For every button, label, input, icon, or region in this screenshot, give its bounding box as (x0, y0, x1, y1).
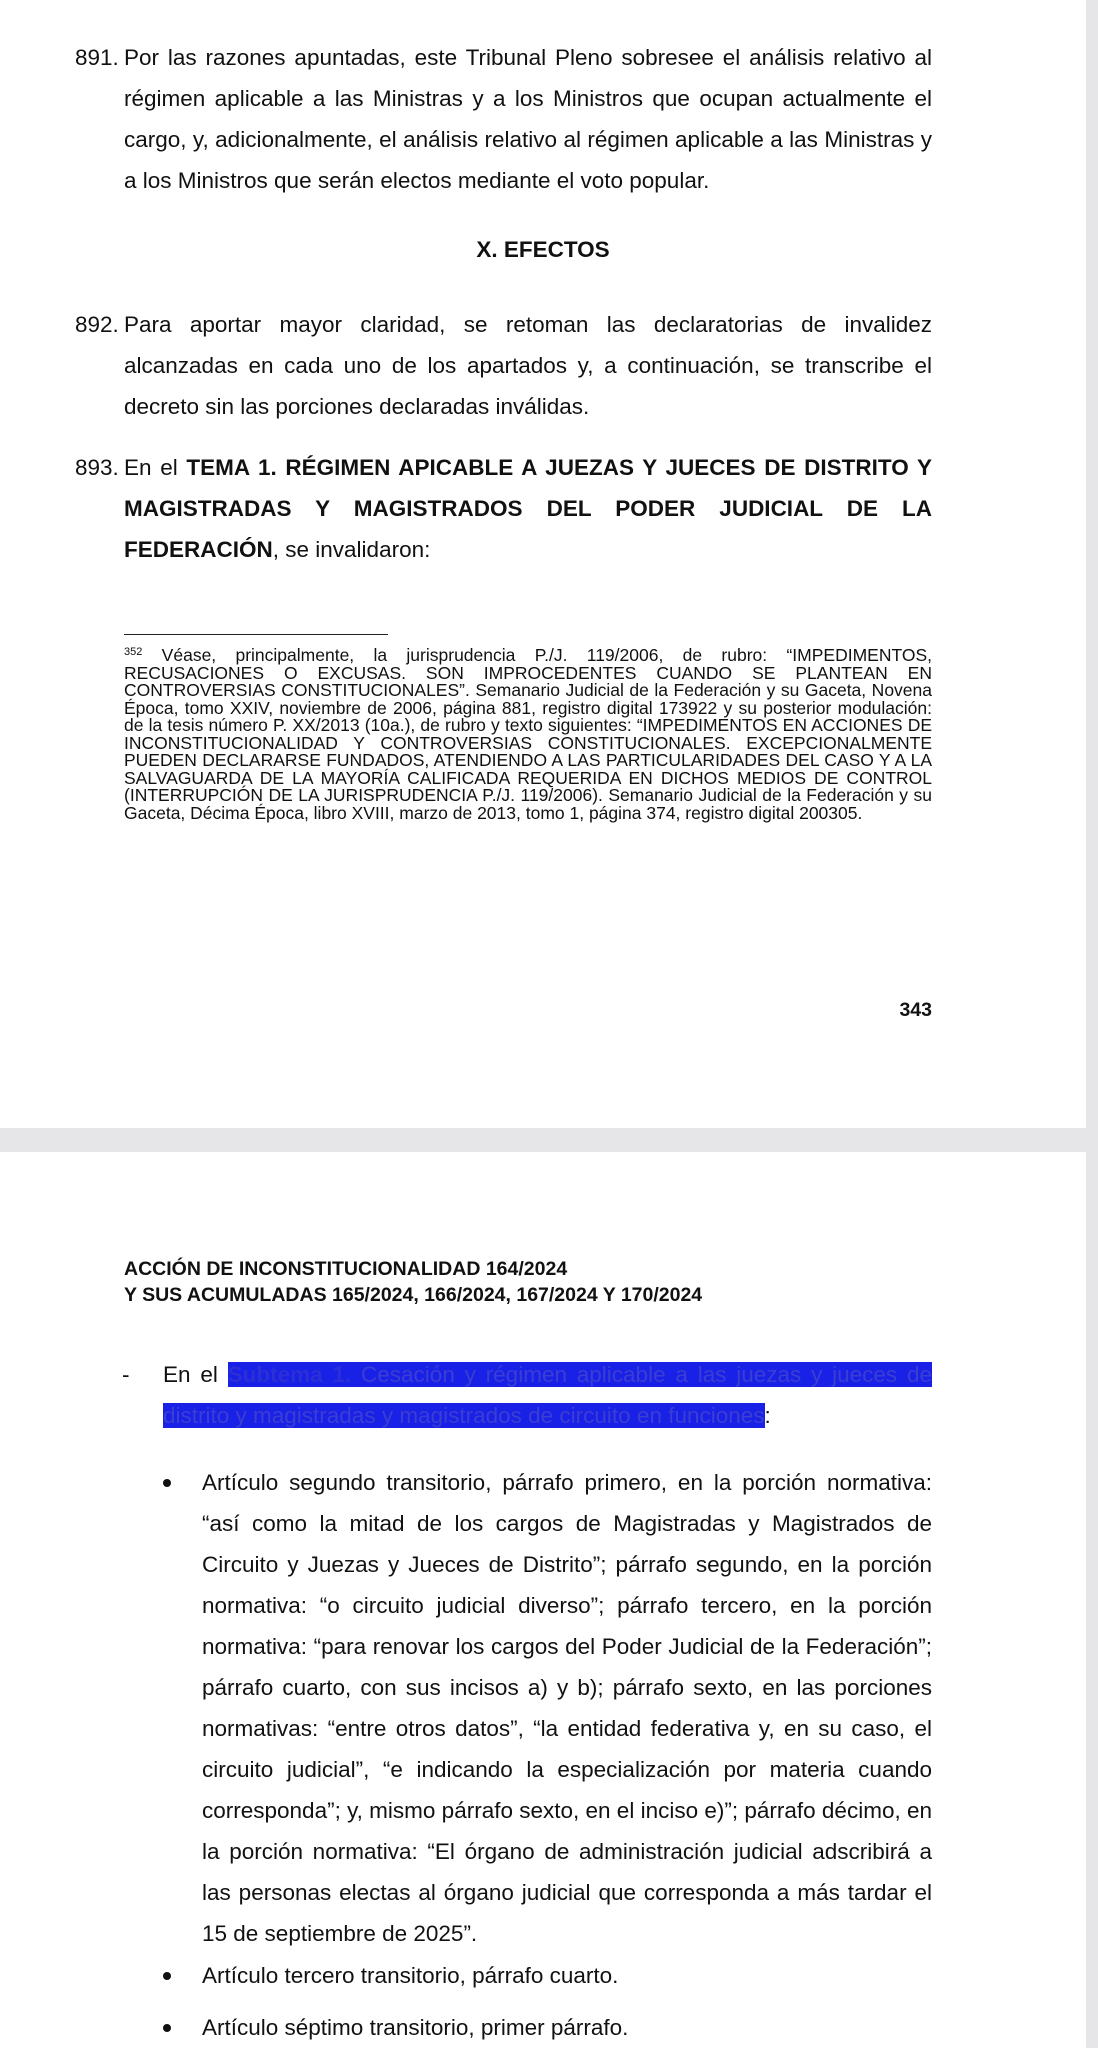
dash-marker: - (122, 1362, 130, 1387)
paragraph-text: Para aportar mayor claridad, se retoman las declaratorias de invalidez alcanzadas en cada uno de los apartados y, a continuación, se transcribe el decreto sin las porciones declaradas inválidas. (124, 312, 932, 419)
highlighted-text[interactable] (163, 1362, 932, 1428)
dash-list-item (122, 1354, 932, 1436)
bullet-dot-icon (163, 1972, 171, 1980)
footnote-text: Véase, principalmente, la jurisprudencia P./J. 119/2006, de rubro: “IMPEDIMENTOS, RECUSACIONES O EXCUSAS. SON IMPROCEDENTES CUANDO SE PLANTEAN EN CONTROVERSIAS CONSTITUCIONALES”. Semanario Judicial de la Federación y su Gaceta, Novena Época, tomo XXIV, noviembre de 2006, página 881, registro digital 173922 y su posterior modulación: de la tesis número P. XX/2013 (10a.), de rubro y texto siguientes: “IMPEDIMENTOS EN ACCIONES DE INCONSTITUCIONALIDAD Y CONTROVERSIAS CONSTITUCIONALES. EXCEPCIONALMENTE PUEDEN DECLARARSE FUNDADOS, ATENDIENDO A LAS PARTICULARIDADES DEL CASO Y A LA SALVAGUARDA DE LA MAYORÍA CALIFICADA REQUERIDA EN DICHOS MEDIOS DE CONTROL (INTERRUPCIÓN DE LA JURISPRUDENCIA P./J. 119/2006). Semanario Judicial de la Federación y su Gaceta, Décima Época, libro XVIII, marzo de 2013, tomo 1, página 374, registro digital 200305. (124, 645, 932, 823)
running-title-line2: Y SUS ACUMULADAS 165/2024, 166/2024, 167/2024 Y 170/2024 (124, 1284, 703, 1306)
paragraph-prefix: En el (124, 455, 187, 480)
page-number: 343 (899, 999, 932, 1021)
paragraph-suffix: , se invalidaron: (272, 537, 431, 562)
bullet-text: Artículo tercero transitorio, párrafo cuarto. (202, 1963, 619, 1988)
paragraph-891 (75, 37, 932, 201)
dash-item-prefix: En el (163, 1362, 228, 1387)
paragraph-number: 891. (75, 45, 119, 70)
dash-item-text (163, 1354, 932, 1436)
topic-title: TEMA 1. RÉGIMEN APICABLE A JUEZAS Y JUECES DE DISTRITO Y MAGISTRADAS Y MAGISTRADOS DEL PODER JUDICIAL DE LA FEDERACIÓN (124, 455, 932, 562)
bullet-text: Artículo séptimo transitorio, primer párrafo. (202, 2015, 629, 2040)
bullet-item (163, 1462, 932, 1954)
footnote-separator (124, 634, 388, 635)
bullet-item (163, 2007, 932, 2048)
footnote-marker: 352 (124, 646, 143, 658)
paragraph-text (124, 447, 932, 570)
subtopic-label: Subtema 1. (227, 1362, 352, 1387)
running-title (124, 1256, 702, 1308)
bullet-text: Artículo segundo transitorio, párrafo primero, en la porción normativa: “así como la mitad de los cargos de Magistradas y Magistrados de Circuito y Juezas y Jueces de Distrito”; párrafo segundo, en la porción normativa: “o circuito judicial diverso”; párrafo tercero, en la porción normativa: “para renovar los cargos del Poder Judicial de la Federación”; párrafo cuarto, con sus incisos a) y b); párrafo sexto, en las porciones normativas: “entre otros datos”, “la entidad federativa y, en su caso, el circuito judicial”, “e indicando la especialización por materia cuando corresponda”; y, mismo párrafo sexto, en el inciso e)”; párrafo décimo, en la porción normativa: “El órgano de administración judicial adscribirá a las personas electas al órgano judicial que corresponda a más tardar el 15 de septiembre de 2025”. (202, 1470, 932, 1946)
paragraph-number: 893. (75, 455, 119, 480)
paragraph-892 (75, 304, 932, 427)
bullet-dot-icon (163, 1479, 171, 1487)
footnote-352 (124, 647, 932, 822)
dash-item-suffix: : (764, 1403, 771, 1428)
bullet-dot-icon (163, 2024, 171, 2032)
running-title-line1: ACCIÓN DE INCONSTITUCIONALIDAD 164/2024 (124, 1258, 568, 1280)
paragraph-893 (75, 447, 932, 570)
bullet-item (163, 1955, 932, 1996)
paragraph-number: 892. (75, 312, 119, 337)
paragraph-text: Por las razones apuntadas, este Tribunal Pleno sobresee el análisis relativo al régimen aplicable a las Ministras y a los Ministros que ocupan actualmente el cargo, y, adicionalmente, el análisis relativo al régimen aplicable a las Ministras y a los Ministros que serán electos mediante el voto popular. (124, 45, 932, 193)
subtopic-title: Cesación y régimen aplicable a las juezas y jueces de distrito y magistradas y magistrados de circuito en funciones (163, 1362, 932, 1428)
section-heading: X. EFECTOS (476, 237, 610, 262)
